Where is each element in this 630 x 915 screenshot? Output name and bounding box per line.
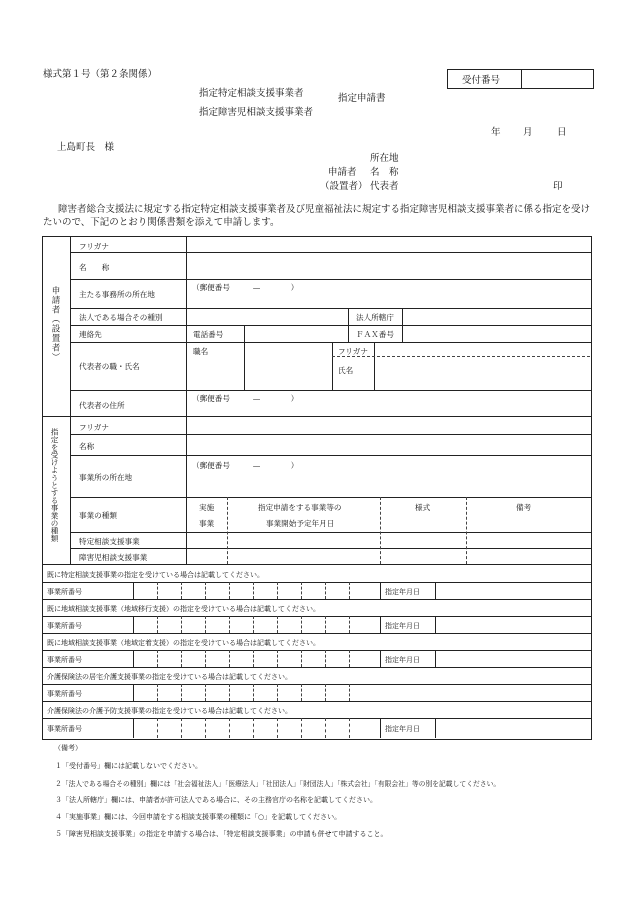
date-year: 年 <box>491 127 501 138</box>
form-header: 様式 <box>415 503 431 512</box>
existing-date-label: 指定年月日 <box>385 656 420 664</box>
applicant-furigana: フリガナ <box>79 242 109 251</box>
date-day: 日 <box>557 127 567 138</box>
existing-header: 既に地域相談支援事業（地域移行支援）の指定を受けている場合は記載してください。 <box>47 605 320 613</box>
office-side-label: 指定を受けようとする事業の種類 <box>50 428 59 542</box>
note-item: １「受付番号」欄には記載しないでください。 <box>55 762 202 770</box>
corp-type: 法人である場合その種別 <box>79 313 163 322</box>
main-office-postal: （郵便番号 — ） <box>192 283 299 292</box>
addressee: 上島町長 様 <box>57 142 115 153</box>
existing-date-label: 指定年月日 <box>385 622 420 630</box>
note-item: ３「法人所轄庁」欄には、申請者が許可法人である場合に、その主務官庁の名称を記載してください。 <box>55 796 377 804</box>
title-line-1: 指定特定相談支援事業者 <box>199 88 304 99</box>
phone-label: 電話番号 <box>193 330 224 339</box>
position-label: 職名 <box>193 347 209 356</box>
contact-label: 連絡先 <box>79 330 102 339</box>
existing-date-label: 指定年月日 <box>385 725 420 733</box>
rep-postal: （郵便番号 — ） <box>192 394 299 403</box>
office-name: 名称 <box>79 442 95 451</box>
applicant-name-label: 名 称 <box>370 167 399 178</box>
applicant-side-label: 申請者（設置者） <box>50 286 60 362</box>
rep-furigana-label: フリガナ <box>338 347 368 356</box>
existing-office-no-label: 事業所番号 <box>47 656 82 664</box>
existing-office-no-label: 事業所番号 <box>47 690 82 698</box>
rep-address: 代表者の住所 <box>79 401 125 410</box>
form-number: 様式第１号（第２条関係） <box>43 69 158 80</box>
applicant-sub-label: （設置者） <box>320 181 368 192</box>
title-line-2: 指定障害児相談支援事業者 <box>199 107 314 118</box>
existing-office-no-label: 事業所番号 <box>47 588 82 596</box>
seal-mark: 印 <box>553 181 563 192</box>
representative-label: 代表者 <box>370 181 399 192</box>
receipt-number-box <box>447 69 594 89</box>
receipt-number-label: 受付番号 <box>462 75 501 86</box>
business-row-child: 障害児相談支援事業 <box>79 553 148 562</box>
fax-label: ＦＡＸ番号 <box>356 330 394 339</box>
existing-office-no-label: 事業所番号 <box>47 622 82 630</box>
applicant-address-label: 所在地 <box>370 153 399 164</box>
title-suffix: 指定申請書 <box>338 93 386 104</box>
note-item: ２「法人である場合その種別」欄には「社会福祉法人」「医療法人」「社団法人」「財団法人」「株式会社」「有限会社」等の別を記載してください。 <box>55 780 501 788</box>
rep-name-label: 氏名 <box>338 366 354 375</box>
office-address: 事業所の所在地 <box>79 473 133 482</box>
existing-header: 介護保険法の居宅介護支援事業の指定を受けている場合は記載してください。 <box>47 673 292 681</box>
applicant-name: 名 称 <box>79 263 110 272</box>
intro-text: 障害者総合支援法に規定する指定特定相談支援事業者及び児童福祉法に規定する指定障害児相談支援事業者に係る指定を受けたいので、下記のとおり関係書類を添えて申請します。 <box>43 204 591 228</box>
note-item: ５「障害児相談支援事業」の指定を申請する場合は、「特定相談支援事業」の申請も併せて申請すること。 <box>55 830 388 838</box>
notes-title: （備考） <box>54 744 82 752</box>
business-row-specific: 特定相談支援事業 <box>79 537 140 546</box>
existing-header: 既に地域相談支援事業（地域定着支援）の指定を受けている場合は記載してください。 <box>47 639 320 647</box>
office-postal: （郵便番号 — ） <box>192 461 299 470</box>
implementation-header-1: 実施 <box>199 503 215 512</box>
note-item: ４「実施事業」欄には、今回申請をする相談支援事業の種類に「○」を記載してください。 <box>55 813 342 821</box>
start-date-header-1: 指定申請をする事業等の <box>258 503 342 512</box>
start-date-header-2: 事業開始予定年月日 <box>266 519 335 528</box>
existing-header: 介護保険法の介護予防支援事業の指定を受けている場合は記載してください。 <box>47 707 292 715</box>
corp-authority: 法人所轄庁 <box>356 313 394 322</box>
existing-header: 既に特定相談支援事業の指定を受けている場合は記載してください。 <box>47 571 264 579</box>
office-furigana: フリガナ <box>79 423 109 432</box>
main-office-address: 主たる事務所の所在地 <box>79 290 155 299</box>
applicant-label: 申請者 <box>328 167 357 178</box>
existing-date-label: 指定年月日 <box>385 588 420 596</box>
existing-office-no-label: 事業所番号 <box>47 725 82 733</box>
remarks-header: 備考 <box>516 503 532 512</box>
business-type-label: 事業の種類 <box>79 511 117 520</box>
rep-title-name: 代表者の職・氏名 <box>79 362 140 371</box>
date-month: 月 <box>523 127 533 138</box>
implementation-header-2: 事業 <box>199 519 215 528</box>
